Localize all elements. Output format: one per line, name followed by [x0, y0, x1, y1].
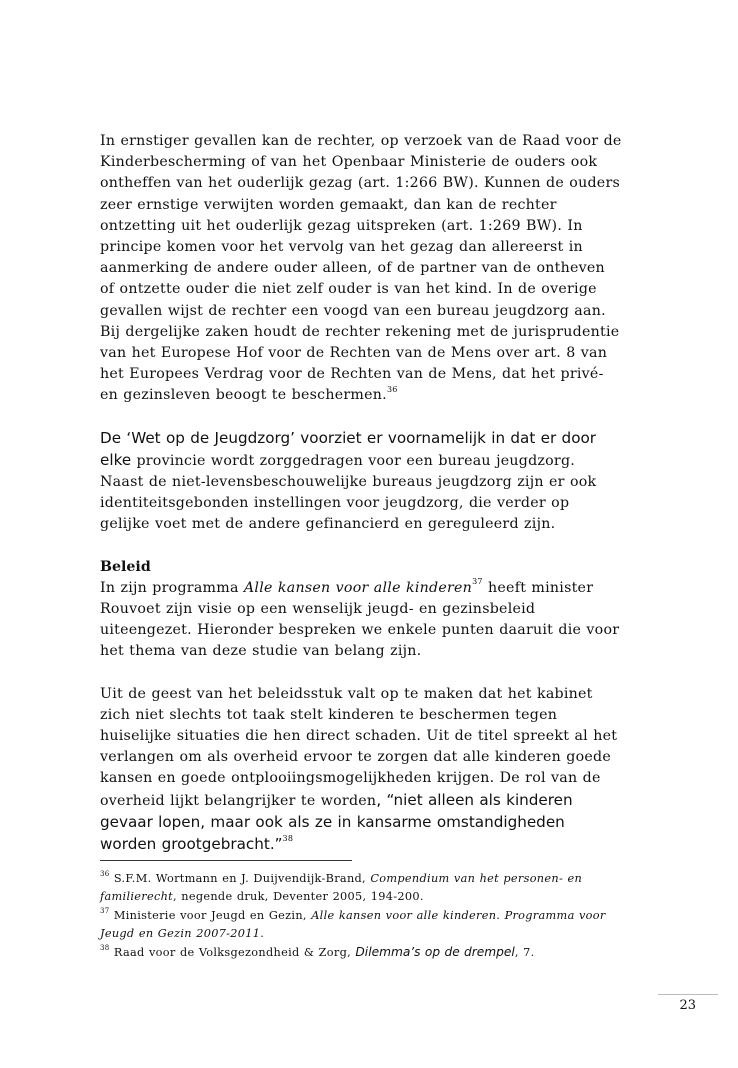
footnotes [100, 870, 622, 962]
footnote-36 [100, 870, 622, 907]
page-number-rule [658, 994, 718, 995]
footnote-ref-36[interactable]: 36 [386, 384, 398, 394]
paragraph-text: Uit de geest van het beleidsstuk valt op te maken dat het kabinet zich niet slechts tot taak stelt kinderen te beschermen tegen huiselijke situaties die hen direct schaden. Uit de titel spreekt al het verlangen om als overheid ervoor te zorgen dat alle kinderen goede kansen en goede ontplooiingsmogelijkheden krijgen. De rol van de overheid lijkt belangrijker te worden [100, 685, 618, 809]
paragraph-sans-lead: De ‘Wet op de Jeugdzorg’ voorziet er voornamelijk in dat er door elke [100, 428, 597, 469]
footnote-number: 36 [100, 870, 110, 879]
footnote-37 [100, 907, 622, 944]
paragraph-text: In ernstiger gevallen kan de rechter, op verzoek van de Raad voor de Kinderbescherming of van het Openbaar Ministerie de ouders ook ontheffen van het ouderlijk gezag (art. 1:266 BW). Kunnen de ouders zeer ernstige verwijten worden gemaakt, dan kan de rechter ontzetting uit het ouderlijk gezag uitspreken (art. 1:269 BW). In principe komen voor het vervolg van het gezag dan allereerst in aanmerking de andere ouder alleen, of de partner van de ontheven of ontzette ouder die niet zelf ouder is van het kind. In de overige gevallen wijst de rechter een voogd van een bureau jeugdzorg aan. Bij dergelijke zaken houdt de rechter rekening met de jurisprudentie van het Europese Hof voor de Rechten van de Mens over art. 8 van het Europees Verdrag voor de Rechten van de Mens, dat het privé- en gezinsleven beoogt te beschermen. [100, 133, 622, 404]
paragraph-text: heeft minister Rouvoet zijn visie op een wenselijk jeugd- en gezinsbeleid uiteengezet. Hieronder bespreken we enkele punten daaruit die voor het thema van deze studie van belang zijn. [100, 579, 620, 660]
quotation: , “niet alleen als kinderen gevaar lopen, maar ook als ze in kansarme omstandigheden worden grootgebracht.” [100, 790, 573, 854]
paragraph-ouderlijk-gezag [100, 131, 622, 407]
paragraph-programma [100, 578, 622, 663]
section-heading-beleid: Beleid [100, 558, 151, 575]
footnote-number: 38 [100, 944, 110, 953]
footnote-title: Alle kansen voor alle kinderen. Programma voor Jeugd en Gezin 2007-2011 [100, 908, 606, 940]
footnote-ref-38[interactable]: 38 [282, 834, 294, 844]
footnote-text: . [260, 926, 265, 940]
footnote-text: , 7. [514, 946, 535, 960]
footnote-38 [100, 943, 622, 962]
programme-title: Alle kansen voor alle kinderen [243, 579, 473, 596]
footnote-title: Dilemma’s op de drempel [355, 945, 515, 960]
paragraph-wet-jeugdzorg [100, 428, 622, 536]
footnote-text: Raad voor de Volksgezondheid & Zorg, [109, 946, 356, 960]
page-number: 23 [679, 998, 696, 1013]
footnote-title: Compendium van het personen- en familierecht [100, 872, 583, 904]
paragraph-text: In zijn programma [100, 579, 244, 596]
footnote-number: 37 [100, 906, 110, 915]
footnote-ref-37[interactable]: 37 [472, 577, 483, 587]
footnote-text: Ministerie voor Jeugd en Gezin, [109, 908, 312, 922]
footnote-text: , negende druk, Deventer 2005, 194-200. [172, 890, 424, 904]
paragraph-text: provincie wordt zorggedragen voor een bureau jeugdzorg. Naast de niet-levensbeschouwelijke bureaus jeugdzorg zijn er ook identiteitsgebonden instellingen voor jeugdzorg, die verder op gelijke voet met de andere gefinancierd en gereguleerd zijn. [100, 452, 597, 533]
footnote-divider [100, 860, 352, 861]
paragraph-beleidsstuk [100, 684, 622, 857]
footnote-text: S.F.M. Wortmann en J. Duijvendijk-Brand, [109, 872, 371, 885]
main-text [100, 131, 622, 856]
